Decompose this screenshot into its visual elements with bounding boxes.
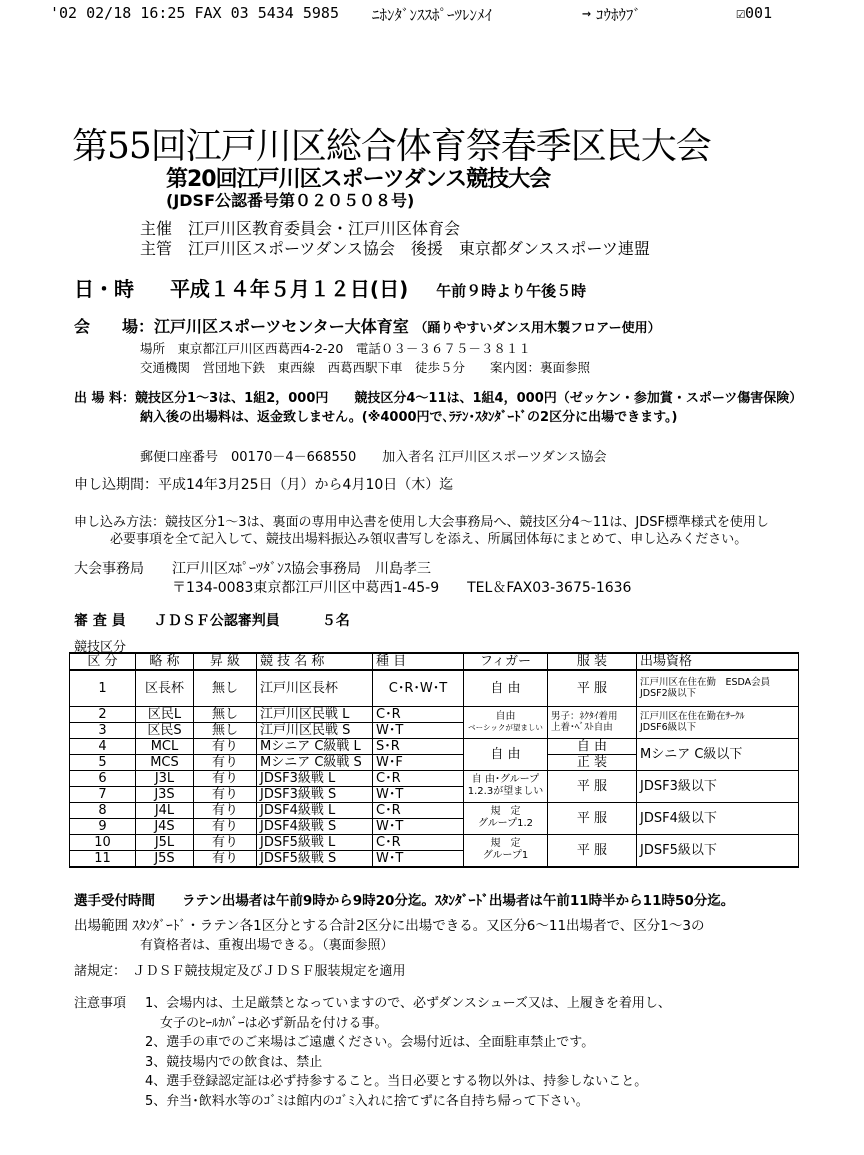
note-item: 4、選手登録認定証は必ず持参すること。当日必要とする物以外は、持参しないこと。 <box>145 1074 648 1089</box>
cell-division: 1 <box>70 670 136 706</box>
cell-event-name: Mシニア C級戦 S <box>257 754 373 770</box>
venue-address: 場所 東京都江戸川区西葛西4-2-20 電話０３－３６７５－３８１１ <box>140 341 531 356</box>
cell-dances: C･R <box>373 802 464 818</box>
cell-figure <box>464 834 548 867</box>
cell-attire: 平 服 <box>548 802 637 834</box>
header-promotion: 昇 級 <box>194 653 257 670</box>
cell-division: 8 <box>70 802 136 818</box>
cell-event-name: Mシニア C級戦 L <box>257 738 373 754</box>
note-item: 2、選手の車でのご来場はご遠慮ください。会場付近は、全面駐車禁止です。 <box>145 1035 595 1050</box>
venue-row <box>74 314 661 337</box>
deadline: 申し込期間：平成14年3月25日（月）から4月10日（木）迄 <box>74 477 454 493</box>
office-line2: 〒134-0083東京都江戸川区中葛西1-45-9 TEL＆FAX03-3675-1636 <box>172 580 632 596</box>
date-value: 平成１４年５月１２日(日) <box>169 277 409 301</box>
table-caption: 競技区分 <box>74 640 127 655</box>
header-attire: 服 装 <box>548 653 637 670</box>
cell-abbr: MCS <box>136 754 194 770</box>
cell-figure <box>464 802 548 834</box>
attire-text: 男子：ﾈｸﾀｲ着用 <box>551 711 618 722</box>
cell-dances: W･F <box>373 754 464 770</box>
figure-text: ベーシックが望ましい <box>468 723 543 732</box>
cell-eligibility <box>637 706 799 738</box>
cell-division: 4 <box>70 738 136 754</box>
scope-line1: 出場範囲 ｽﾀﾝﾀﾞｰﾄﾞ・ラテン各1区分とする合計2区分に出場できる。又区分6～11出場者で、区分1～3の <box>74 918 705 934</box>
table-row <box>70 770 799 786</box>
fax-sender: ﾆﾎﾝﾀﾞﾝｽｽﾎﾟｰﾂﾚﾝﾒｲ <box>372 6 493 24</box>
cell-event-name: 江戸川区民戦 S <box>257 722 373 738</box>
figure-text: 1.2.3が望ましい <box>467 786 544 797</box>
note-item: 1、会場内は、土足厳禁となっていますので、必ずダンスシューズ又は、上履きを着用し、 <box>145 996 671 1011</box>
certification-number: (JDSF公認番号第０２０５０８号) <box>166 191 415 210</box>
cell-division: 11 <box>70 850 136 867</box>
cell-attire <box>548 706 637 738</box>
fees-line2: 納入後の出場料は、返金致しません。(※4000円で､ﾗﾃﾝ･ｽﾀﾝﾀﾞｰﾄﾞの2区分に出場できます。) <box>140 410 678 425</box>
header-event-name: 競 技 名 称 <box>257 653 373 670</box>
main-title: 第55回江戸川区総合体育祭春季区民大会 <box>72 126 711 167</box>
table-row <box>70 802 799 818</box>
cell-abbr: 区民S <box>136 722 194 738</box>
figure-text: 規 定 <box>490 838 521 849</box>
eligibility-text: JDSF2級以下 <box>640 688 697 700</box>
eligibility-text: 江戸川区在住在勤在ｻｰｸﾙ <box>640 711 745 722</box>
cell-promotion: 有り <box>194 802 257 818</box>
cell-event-name: JDSF3級戦 S <box>257 786 373 802</box>
cell-event-name: JDSF5級戦 L <box>257 834 373 850</box>
cell-division: 9 <box>70 818 136 834</box>
judges: 審 査 員 ＪＤＳＦ公認審判員 ５名 <box>74 613 350 629</box>
fax-arrow: → <box>582 4 592 22</box>
cell-dances: W･T <box>373 786 464 802</box>
cell-division: 3 <box>70 722 136 738</box>
note-item: 3、競技場内での飲食は、禁止 <box>145 1055 323 1070</box>
cell-eligibility <box>637 670 799 706</box>
reception-time: 選手受付時間 ラテン出場者は午前9時から9時20分迄。ｽﾀﾝﾀﾞｰﾄﾞ出場者は午前11時半から11時50分迄。 <box>74 893 735 909</box>
cell-dances: C･R <box>373 770 464 786</box>
cell-abbr: 区民L <box>136 706 194 722</box>
date-row <box>74 273 586 302</box>
cell-promotion: 有り <box>194 818 257 834</box>
table-row <box>70 834 799 850</box>
date-label: 日・時 <box>74 277 134 301</box>
application-line2: 必要事項を全て記入して、競技出場料振込み領収書写しを添え、所属団体毎にまとめて、申し込みください。 <box>110 532 748 547</box>
figure-text: 自 由･グループ <box>471 774 540 785</box>
venue-access: 交通機関 営団地下鉄 東西線 西葛西駅下車 徒歩５分 案内図：裏面参照 <box>140 360 591 375</box>
cell-abbr: J3S <box>136 786 194 802</box>
cell-event-name: JDSF4級戦 S <box>257 818 373 834</box>
figure-text: グループ1 <box>482 850 529 861</box>
cell-abbr: J5S <box>136 850 194 867</box>
cell-figure: 自 由 <box>464 670 548 706</box>
cell-division: 7 <box>70 786 136 802</box>
cell-attire: 正 装 <box>548 754 637 770</box>
cell-figure: 自 由 <box>464 738 548 770</box>
venue-label: 会 場： <box>74 317 155 336</box>
note-item: 5、弁当･飲料水等のｺﾞﾐは館内のｺﾞﾐ入れに捨てずに各自持ち帰って下さい。 <box>145 1094 589 1109</box>
office-line1: 大会事務局 江戸川区ｽﾎﾟｰﾂﾀﾞﾝｽ協会事務局 川島孝三 <box>74 561 431 577</box>
cell-promotion: 有り <box>194 754 257 770</box>
header-abbr: 略 称 <box>136 653 194 670</box>
cell-attire: 平 服 <box>548 670 637 706</box>
table-row <box>70 670 799 706</box>
figure-text: グループ1.2 <box>477 818 534 829</box>
attire-text: 上着･ﾍﾞｽﾄ自由 <box>551 722 613 733</box>
cell-dances: C･R <box>373 834 464 850</box>
cell-promotion: 有り <box>194 738 257 754</box>
host-line: 主催 江戸川区教育委員会・江戸川区体育会 <box>140 219 461 238</box>
cell-eligibility: JDSF5級以下 <box>637 834 799 867</box>
eligibility-text: 江戸川区在住在勤 ESDA会員 <box>640 677 771 689</box>
cell-division: 5 <box>70 754 136 770</box>
scope-line2: 有資格者は、重複出場できる。（裏面参照） <box>140 938 394 953</box>
note-item: 女子のﾋｰﾙｶﾊﾞｰは必ず新品を付ける事。 <box>160 1016 388 1031</box>
cell-event-name: 江戸川区民戦 L <box>257 706 373 722</box>
cell-promotion: 有り <box>194 850 257 867</box>
cell-dances: C･R･W･T <box>373 670 464 706</box>
cell-attire: 平 服 <box>548 834 637 867</box>
figure-text: 規 定 <box>490 806 521 817</box>
cell-division: 2 <box>70 706 136 722</box>
venue-name: 江戸川区スポーツセンター大体育室 <box>154 317 409 336</box>
cell-promotion: 有り <box>194 786 257 802</box>
fax-page: ☑001 <box>736 4 773 22</box>
header-division: 区 分 <box>70 653 136 670</box>
cell-abbr: J4L <box>136 802 194 818</box>
date-hours: 午前９時より午後５時 <box>436 282 587 300</box>
cell-promotion: 無し <box>194 670 257 706</box>
cell-abbr: J4S <box>136 818 194 834</box>
cell-eligibility: JDSF3級以下 <box>637 770 799 802</box>
venue-note: （踊りやすいダンス用木製フロアー使用） <box>414 321 661 336</box>
classification-table <box>69 652 799 868</box>
cell-dances: W･T <box>373 722 464 738</box>
table-row <box>70 706 799 722</box>
eligibility-text: JDSF6級以下 <box>640 722 697 733</box>
cell-division: 10 <box>70 834 136 850</box>
cell-figure <box>464 770 548 802</box>
fees-line1: 出 場 料：競技区分1～3は、1組2，000円 競技区分4～11は、1組4，000円（ゼッケン・参加賞・スポーツ傷害保険） <box>74 391 803 406</box>
header-eligibility: 出場資格 <box>637 653 799 670</box>
cell-dances: C･R <box>373 706 464 722</box>
cell-event-name: 江戸川区長杯 <box>257 670 373 706</box>
cell-eligibility: JDSF4級以下 <box>637 802 799 834</box>
cell-promotion: 無し <box>194 722 257 738</box>
cell-attire: 平 服 <box>548 770 637 802</box>
cell-dances: W･T <box>373 818 464 834</box>
cell-promotion: 有り <box>194 770 257 786</box>
manage-line: 主管 江戸川区スポーツダンス協会 後援 東京都ダンススポーツ連盟 <box>140 239 650 258</box>
fax-datetime: '02 02/18 16:25 FAX 03 5434 5985 <box>50 4 339 22</box>
postal-account: 郵便口座番号 00170－4－668550 加入者名 江戸川区スポーツダンス協会 <box>140 450 607 465</box>
cell-eligibility: Mシニア C級以下 <box>637 738 799 770</box>
cell-event-name: JDSF3級戦 L <box>257 770 373 786</box>
notes-label: 注意事項 <box>74 996 127 1011</box>
cell-abbr: J3L <box>136 770 194 786</box>
cell-dances: S･R <box>373 738 464 754</box>
header-figure: フィガー <box>464 653 548 670</box>
cell-figure <box>464 706 548 738</box>
cell-event-name: JDSF4級戦 L <box>257 802 373 818</box>
fax-recipient: ｺｳﾎｳﾌﾞ <box>596 6 642 24</box>
cell-abbr: 区長杯 <box>136 670 194 706</box>
cell-abbr: MCL <box>136 738 194 754</box>
cell-abbr: J5L <box>136 834 194 850</box>
table-header-row <box>70 653 799 670</box>
figure-text: 自由 <box>495 711 516 722</box>
cell-promotion: 有り <box>194 834 257 850</box>
header-dances: 種 目 <box>373 653 464 670</box>
cell-attire: 自 由 <box>548 738 637 754</box>
rules: 諸規定： ＪＤＳＦ競技規定及びＪＤＳＦ服装規定を適用 <box>74 964 406 979</box>
cell-promotion: 無し <box>194 706 257 722</box>
cell-event-name: JDSF5級戦 S <box>257 850 373 867</box>
application-line1: 申し込み方法：競技区分1～3は、裏面の専用申込書を使用し大会事務局へ、競技区分4～11は、JDSF標準様式を使用し <box>74 515 769 530</box>
subtitle: 第20回江戸川区スポーツダンス競技大会 <box>166 167 551 192</box>
cell-dances: W･T <box>373 850 464 867</box>
cell-division: 6 <box>70 770 136 786</box>
table-row <box>70 738 799 754</box>
